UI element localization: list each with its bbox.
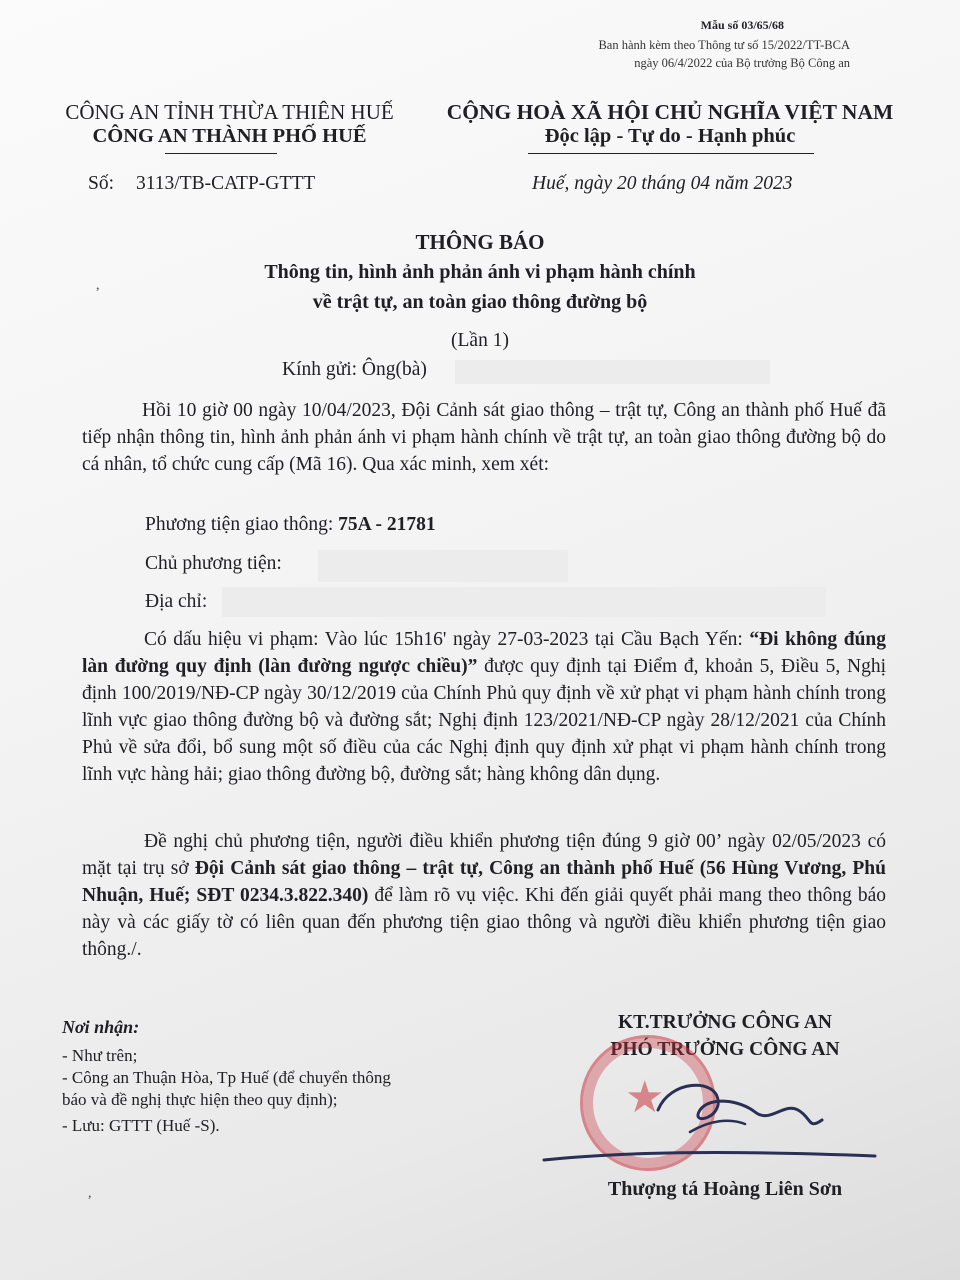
document-number: [88, 173, 315, 195]
motto-underline: [528, 153, 814, 154]
agency-underline: [165, 153, 277, 154]
attempt-number: (Lần 1): [451, 330, 509, 351]
request-start: Đề nghị chủ phương tiện, người điều khiển phương tiện đúng 9 giờ 00’ ngày 02/05/2023 có mặt tại trụ sở: [82, 831, 886, 879]
signature-title-2: PHÓ TRƯỞNG CÔNG AN: [610, 1039, 840, 1060]
doc-number-label: Số:: [88, 173, 115, 194]
stray-mark: ,: [88, 1186, 92, 1201]
vehicle-label: Phương tiện giao thông:: [145, 514, 334, 535]
request-end: để làm rõ vụ việc. Khi đến giải quyết phải mang theo thông báo này và các giấy tờ có liên quan đến phương tiện giao thông và người điều khiển phương tiện giao thông./.: [82, 885, 886, 960]
national-motto: Độc lập - Tự do - Hạnh phúc: [544, 125, 796, 147]
form-issued-line-1: Ban hành kèm theo Thông tư số 15/2022/TT-BCA: [598, 38, 850, 52]
request-paragraph: [82, 828, 886, 963]
intro-paragraph: Hồi 10 giờ 00 ngày 10/04/2023, Đội Cảnh sát giao thông – trật tự, Công an thành phố Huế đã tiếp nhận thông tin, hình ảnh phản ánh vi phạm hành chính về trật tự, an toàn giao thông đường bộ do cá nhân, tổ chức cung cấp (Mã 16). Qua xác minh, xem xét:: [82, 400, 886, 475]
violation-intro: Có dấu hiệu vi phạm: Vào lúc 15h16' ngày 27-03-2023 tại Cầu Bạch Yến:: [144, 629, 743, 650]
request-location: Đội Cảnh sát giao thông – trật tự, Công an thành phố Huế (56 Hùng Vương, Phú Nhuận, Huế; SĐT 0234.3.822.340): [82, 858, 886, 906]
place-date: Huế, ngày 20 tháng 04 năm 2023: [532, 173, 793, 194]
owner-label: Chủ phương tiện:: [145, 553, 282, 574]
form-code: Mẫu số 03/65/68: [700, 18, 784, 32]
stray-mark: ,: [96, 278, 100, 293]
violation-legal-basis: được quy định tại Điểm đ, khoản 5, Điều 5, Nghị định 100/2019/NĐ-CP ngày 30/12/2019 của Chính Phủ quy định về xử phạt vi phạm hành chính trong lĩnh vực giao thông đường bộ và đường sắt; Nghị định 123/2021/NĐ-CP ngày 28/12/2021 của Chính Phủ về sửa đổi, bổ sung một số điều của các Nghị định quy định xử phạt vi phạm hành chính trong lĩnh vực hàng hải; giao thông đường bộ, đường sắt; hàng không dân dụng.: [82, 656, 886, 785]
recipient-line-4: - Lưu: GTTT (Huế -S).: [62, 1116, 220, 1135]
recipient-line-2: - Công an Thuận Hòa, Tp Huế (để chuyển thông: [62, 1068, 391, 1087]
redacted-address: [222, 587, 826, 617]
seal-star-icon: ★: [625, 1073, 665, 1122]
recipient-line-3: báo và đề nghị thực hiện theo quy định);: [62, 1090, 338, 1109]
document-subtitle-2: về trật tự, an toàn giao thông đường bộ: [312, 291, 648, 313]
signature-title-1: KT.TRƯỞNG CÔNG AN: [618, 1012, 832, 1033]
agency-name: CÔNG AN THÀNH PHỐ HUẾ: [92, 125, 367, 147]
greeting: Kính gửi: Ông(bà): [282, 359, 427, 380]
agency-parent: CÔNG AN TỈNH THỪA THIÊN HUẾ: [65, 100, 394, 124]
redacted-owner: [318, 550, 568, 582]
violation-paragraph: [82, 626, 886, 788]
violation-description: “Đi không đúng làn đường quy định (làn đường ngược chiều)”: [82, 629, 887, 677]
doc-number-value: 3113/TB-CATP-GTTT: [136, 173, 316, 194]
document-subtitle-1: Thông tin, hình ảnh phản ánh vi phạm hành chính: [264, 261, 696, 283]
recipients-title: Nơi nhận:: [62, 1017, 140, 1037]
recipient-line-1: - Như trên;: [62, 1046, 138, 1065]
form-issued-line-2: ngày 06/4/2022 của Bộ trưởng Bộ Công an: [634, 56, 850, 70]
handwritten-signature: [540, 1060, 880, 1170]
signer-name: Thượng tá Hoàng Liên Sơn: [607, 1178, 843, 1200]
national-title: CỘNG HOÀ XÃ HỘI CHỦ NGHĨA VIỆT NAM: [446, 100, 894, 124]
redacted-recipient-name: [455, 360, 770, 384]
vehicle-plate: 75A - 21781: [338, 514, 436, 535]
document-title: THÔNG BÁO: [415, 230, 545, 254]
address-label: Địa chỉ:: [145, 591, 208, 612]
vehicle-line: [145, 514, 436, 536]
